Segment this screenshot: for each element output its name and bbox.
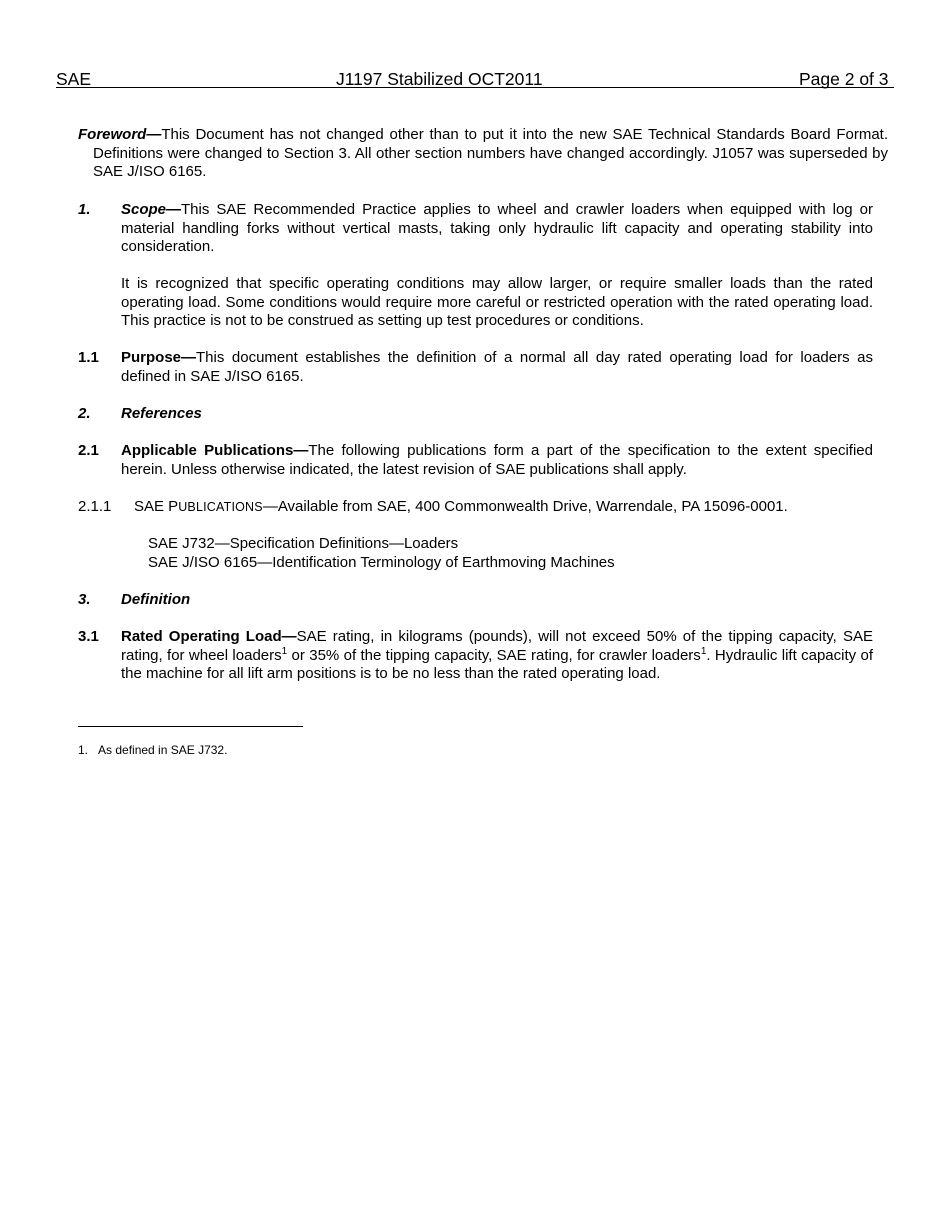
rated-load-paragraph xyxy=(121,628,873,684)
definition-number: 3. xyxy=(78,591,91,608)
publication-item-j732: SAE J732—Specification Definitions—Loaders xyxy=(148,535,459,552)
rated-load-label: Rated Operating Load— xyxy=(121,628,297,645)
purpose-text: This document establishes the definition of a normal all day rated operating load for loaders as defined in SAE J/ISO 6165. xyxy=(121,349,873,385)
foreword-text: This Document has not changed other than to put it into the new SAE Technical Standards Board Format. Definitions were changed to Section 3. All other section numbers have changed accordingly. J1057 was superseded by SAE J/ISO 6165. xyxy=(93,126,888,181)
footnote-ref-1: 1 xyxy=(281,645,288,657)
scope-text: This SAE Recommended Practice applies to wheel and crawler loaders when equipped with log or material handling forks without vertical masts, taking only hydraulic lift capacity and operating stability into consideration. xyxy=(121,201,873,256)
purpose-paragraph xyxy=(121,349,873,386)
scope-paragraph-2: It is recognized that specific operating conditions may allow larger, or require smaller loads than the rated operating load. Some conditions would require more careful or restricted operation with the rated operating load. This practice is not to be construed as setting up test procedures or conditions. xyxy=(121,275,873,330)
sae-publications-number: 2.1.1 xyxy=(78,498,112,515)
purpose-number: 1.1 xyxy=(78,349,99,366)
sae-publications-label-smallcaps: UBLICATIONS xyxy=(178,500,263,514)
publication-item-iso6165: SAE J/ISO 6165—Identification Terminology of Earthmoving Machines xyxy=(148,554,615,571)
applicable-number: 2.1 xyxy=(78,442,99,459)
sae-publications-paragraph xyxy=(134,498,788,517)
footnote-text: As defined in SAE J732. xyxy=(98,743,228,757)
scope-label: Scope— xyxy=(121,201,182,218)
applicable-label: Applicable Publications— xyxy=(121,442,309,459)
definition-heading: Definition xyxy=(121,591,191,608)
rated-load-text-1: SAE rating, in kilograms (pounds), will not exceed 50% of the tipping capacity, SAE rating, for wheel loaders xyxy=(121,628,873,664)
header-center: J1197 Stabilized OCT2011 xyxy=(336,69,543,89)
header-page-number: Page 2 of 3 xyxy=(799,69,889,89)
applicable-paragraph xyxy=(121,442,873,479)
header-rule xyxy=(56,87,894,88)
foreword-label: Foreword— xyxy=(78,126,162,143)
foreword-paragraph xyxy=(78,126,888,182)
sae-publications-text: —Available from SAE, 400 Commonwealth Drive, Warrendale, PA 15096-0001. xyxy=(262,498,788,515)
rated-load-number: 3.1 xyxy=(78,628,99,645)
footnote-number: 1. xyxy=(78,743,89,757)
applicable-text: The following publications form a part of the specification to the extent specified herein. Unless otherwise indicated, the latest revision of SAE publications shall apply. xyxy=(121,442,873,478)
header-left: SAE xyxy=(56,69,92,89)
references-heading: References xyxy=(121,405,202,422)
rated-load-text-3: . Hydraulic lift capacity of the machine for all lift arm positions is to be no less than the rated operating load. xyxy=(121,646,873,683)
footnote xyxy=(78,743,227,758)
sae-publications-label-prefix: SAE P xyxy=(134,498,179,515)
purpose-label: Purpose— xyxy=(121,349,197,366)
scope-paragraph xyxy=(121,201,873,257)
rated-load-text-2: or 35% of the tipping capacity, SAE rating, for crawler loaders xyxy=(287,646,701,664)
references-number: 2. xyxy=(78,405,91,422)
footnote-rule xyxy=(78,726,303,727)
footnote-ref-2: 1 xyxy=(700,645,707,657)
scope-number: 1. xyxy=(78,201,91,218)
